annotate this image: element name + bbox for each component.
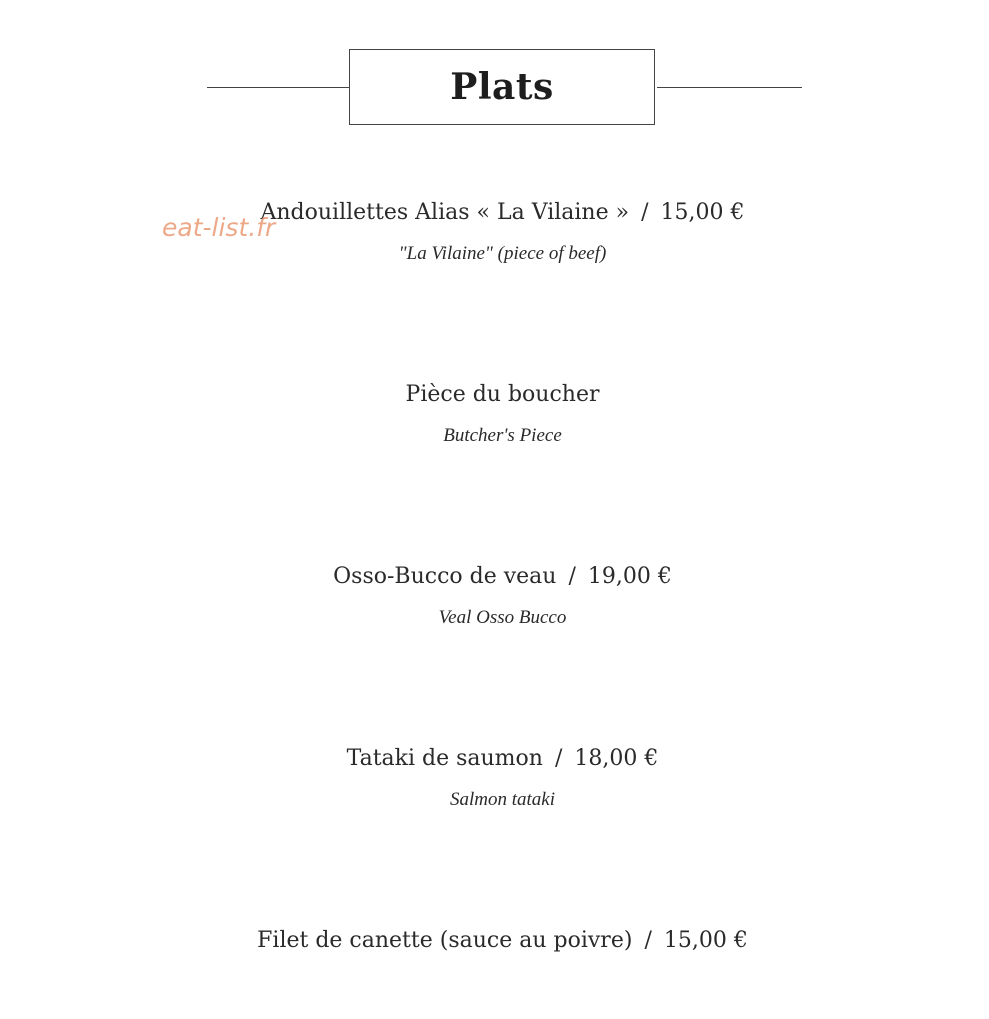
menu-item-translation: Butcher's Piece	[443, 425, 562, 446]
menu-item-name: Tataki de saumon	[346, 746, 543, 771]
menu-item	[0, 564, 989, 629]
price-separator: /	[554, 746, 563, 771]
menu-item-translation: Salmon tataki	[449, 789, 556, 810]
menu-item-name: Filet de canette (sauce au poivre)	[257, 928, 633, 953]
section-title: Plats	[450, 66, 554, 108]
header-rule-right	[657, 87, 802, 88]
menu-item	[0, 928, 989, 953]
menu-item-name: Pièce du boucher	[405, 382, 600, 407]
menu-item-price: 19,00 €	[587, 564, 672, 589]
menu-item-price: 18,00 €	[574, 746, 659, 771]
menu-item	[0, 200, 989, 265]
menu-item-price: 15,00 €	[660, 200, 745, 225]
menu-item-translation: "La Vilaine" (piece of beef)	[398, 243, 607, 264]
section-header	[0, 49, 989, 127]
price-separator: /	[568, 564, 576, 589]
menu-item	[0, 382, 989, 447]
price-separator: /	[644, 928, 652, 953]
menu-item-price: 15,00 €	[663, 928, 748, 953]
menu-item-line	[8, 564, 989, 589]
menu-item-line	[8, 200, 989, 225]
menu-item-name: Osso-Bucco de veau	[333, 564, 557, 589]
menu-item-name: Andouillettes Alias « La Vilaine »	[260, 200, 630, 225]
price-separator: /	[641, 200, 649, 225]
section-title-box	[349, 49, 655, 125]
menu-item-line	[8, 382, 989, 407]
menu-item-line	[8, 928, 989, 953]
header-rule-left	[207, 87, 350, 88]
menu-item	[0, 746, 989, 811]
menu-item-translation: Veal Osso Bucco	[438, 607, 567, 628]
watermark-text: eat-list.fr	[162, 213, 276, 242]
menu-item-line	[8, 746, 989, 771]
